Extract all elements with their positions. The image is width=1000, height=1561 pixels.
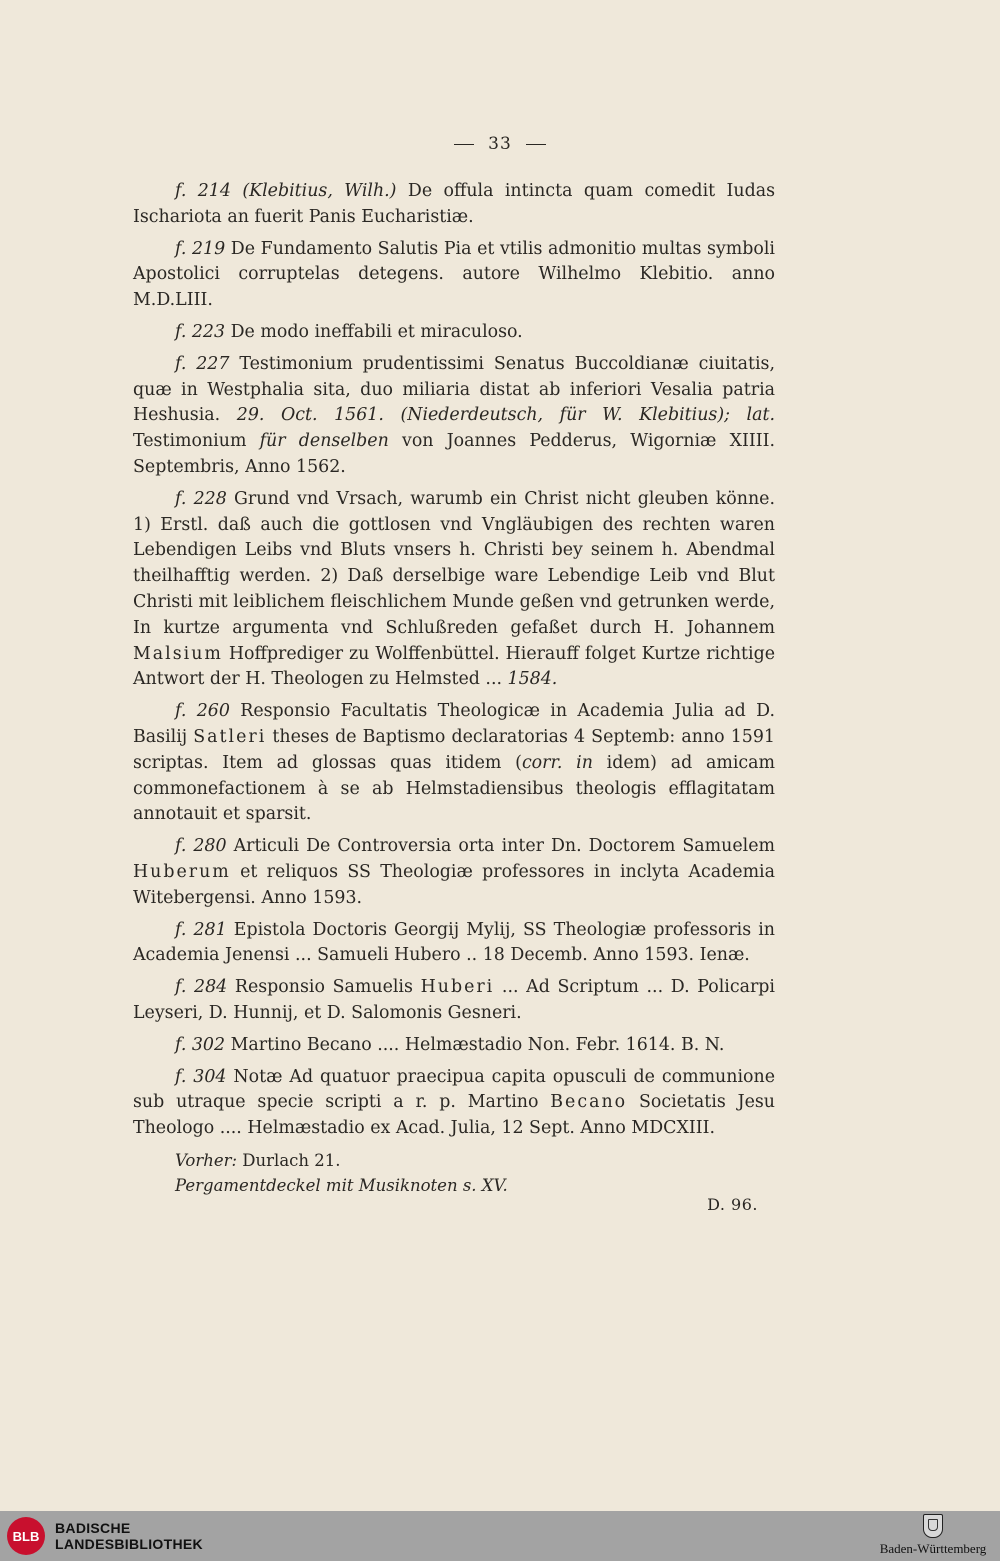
entry-text: Huberum — [133, 861, 231, 882]
entry-text: De Fundamento Salutis Pia et vtilis admonitio multas symboli Apostolici corruptelas detegens. autore Wilhelmo Klebitio. anno M.D.LIII. — [133, 238, 775, 311]
catalog-entry — [133, 352, 775, 481]
library-name[interactable] — [55, 1520, 203, 1552]
vorher-label: Vorher: — [175, 1150, 238, 1170]
entry-text: et reliquos SS Theologiæ professores in inclyta Academia Witebergensi. Anno 1593. — [133, 861, 775, 908]
dash-left — [454, 144, 474, 145]
entry-text: Malsium — [133, 643, 223, 664]
folio-reference: f. 223 — [175, 321, 226, 342]
page-number — [0, 134, 1000, 154]
folio-reference: f. 219 — [175, 238, 226, 259]
page-number-text: 33 — [488, 134, 512, 154]
catalog-entry — [133, 320, 775, 346]
folio-reference: f. 304 — [175, 1066, 227, 1087]
blb-logo-text: BLB — [12, 1528, 40, 1544]
binding-note: Pergamentdeckel mit Musiknoten s. XV. — [175, 1175, 508, 1195]
entry-text: ... Ad Scriptum ... D. Policarpi Leyseri, D. Hunnij, et D. Salomonis Gesneri. — [133, 977, 775, 1023]
entry-text: Hoffprediger zu Wolffenbüttel. Hierauff folget Kurtze richtige Antwort der H. Theologen zu Helmsted ... — [133, 643, 775, 690]
catalog-entry — [133, 1033, 775, 1059]
entry-text: (Klebitius, Wilh.) — [242, 181, 397, 201]
folio-reference: f. 228 — [175, 488, 227, 509]
folio-reference: f. 227 — [175, 353, 230, 374]
state-logo[interactable] — [868, 1514, 998, 1557]
entry-text: Becano — [550, 1092, 628, 1113]
footer-bar — [0, 1511, 1000, 1561]
entry-text: 29. Oct. 1561. (Niederdeutsch, für W. Klebitius); lat. — [236, 405, 775, 426]
catalog-entry — [133, 918, 775, 970]
entry-text: für denselben — [259, 431, 389, 452]
catalog-entry — [133, 179, 775, 231]
folio-reference: f. 260 — [175, 701, 230, 722]
entry-text: De offula intincta quam comedit Iudas Ischariota an fuerit Panis Eucharistiæ. — [133, 181, 776, 227]
entry-text: Notæ Ad quatuor praecipua capita opusculi de communione sub utraque specie scripti a r. p. Martino — [133, 1066, 775, 1113]
entry-text: Testimonium — [133, 431, 260, 452]
entry-text: Epistola Doctoris Georgij Mylij, SS Theologiæ professoris in Academia Jenensi ... Samueli Hubero .. 18 Decemb. Anno 1593. Ienæ. — [133, 919, 775, 966]
entry-list — [133, 179, 775, 1142]
folio-reference: f. 302 — [175, 1034, 226, 1055]
entry-text: Martino Becano .... Helmæstadio Non. Febr. 1614. B. N. — [225, 1034, 725, 1055]
folio-reference: f. 284 — [175, 977, 228, 998]
coat-of-arms-icon — [923, 1514, 943, 1538]
library-name-line1: BADISCHE — [55, 1520, 131, 1536]
entry-text: Grund vnd Vrsach, warumb ein Christ nicht gleuben könne. 1) Erstl. daß auch die gottlosen vnd Vngläubigen des rechten waren Lebendigen Leibs vnd Bluts vnsers h. Christi bey seinem h. Abendmal theilhafftig werden. 2) Daß derselbige ware Lebendige Leib vnd Blut Christi mit leiblichem fleischlichem Munde geßen vnd getrunken werde, In kurtze argumenta vnd Schlußreden gefaßet durch H. Johannem — [133, 488, 776, 638]
vorher-value: Durlach 21. — [237, 1150, 341, 1170]
entry-text: von Joannes Pedderus, Wigorniæ XIIII. Septembris, Anno 1562. — [133, 431, 775, 477]
entry-text: Societatis Jesu Theologo .... Helmæstadio ex Acad. Julia, 12 Sept. Anno MDCXIII. — [133, 1092, 775, 1139]
catalog-entry — [133, 699, 775, 828]
entry-text: Testimonium prudentissimi Senatus Buccoldianæ ciuitatis, quæ in Westphalia sita, duo miliaria distat ab inferiori Vesalia patria Heshusia. — [133, 353, 775, 426]
catalog-entry — [133, 834, 775, 911]
entry-text: Responsio Facultatis Theologicæ in Academia Julia ad D. Basilij — [133, 701, 775, 747]
folio-reference: f. 214 — [175, 181, 231, 201]
state-name: Baden-Württemberg — [879, 1541, 987, 1556]
dash-right — [526, 144, 546, 145]
entry-text — [231, 181, 242, 201]
library-name-line2: LANDESBIBLIOTHEK — [55, 1536, 203, 1552]
entry-text: 1584. — [507, 669, 558, 690]
shelf-signature: D. 96. — [707, 1195, 758, 1214]
entry-text: theses de Baptismo declaratorias 4 Septemb: anno 1591 scriptas. Item ad glossas quas itidem ( — [133, 726, 775, 773]
entry-text: Satleri — [193, 726, 267, 747]
blb-logo-icon[interactable] — [7, 1517, 45, 1555]
catalog-entry — [133, 237, 775, 314]
entry-text: Responsio Samuelis — [227, 977, 421, 998]
catalog-entry — [133, 487, 775, 693]
provenance-note — [175, 1148, 775, 1198]
entry-text: De modo ineffabili et miraculoso. — [225, 321, 523, 342]
entry-text: Articuli De Controversia orta inter Dn. Doctorem Samuelem — [226, 836, 775, 857]
catalog-entry — [133, 1065, 775, 1142]
catalog-entries — [133, 179, 775, 1198]
entry-text: idem) ad amicam commonefactionem à se ab Helmstadiensibus theologis efflagitatam annotauit et sparsit. — [133, 752, 775, 825]
folio-reference: f. 280 — [175, 836, 227, 857]
folio-reference: f. 281 — [175, 919, 227, 940]
vorher-line — [175, 1148, 775, 1173]
catalog-entry — [133, 975, 775, 1027]
entry-text: corr. in — [521, 752, 593, 773]
entry-text: Huberi — [420, 977, 495, 998]
